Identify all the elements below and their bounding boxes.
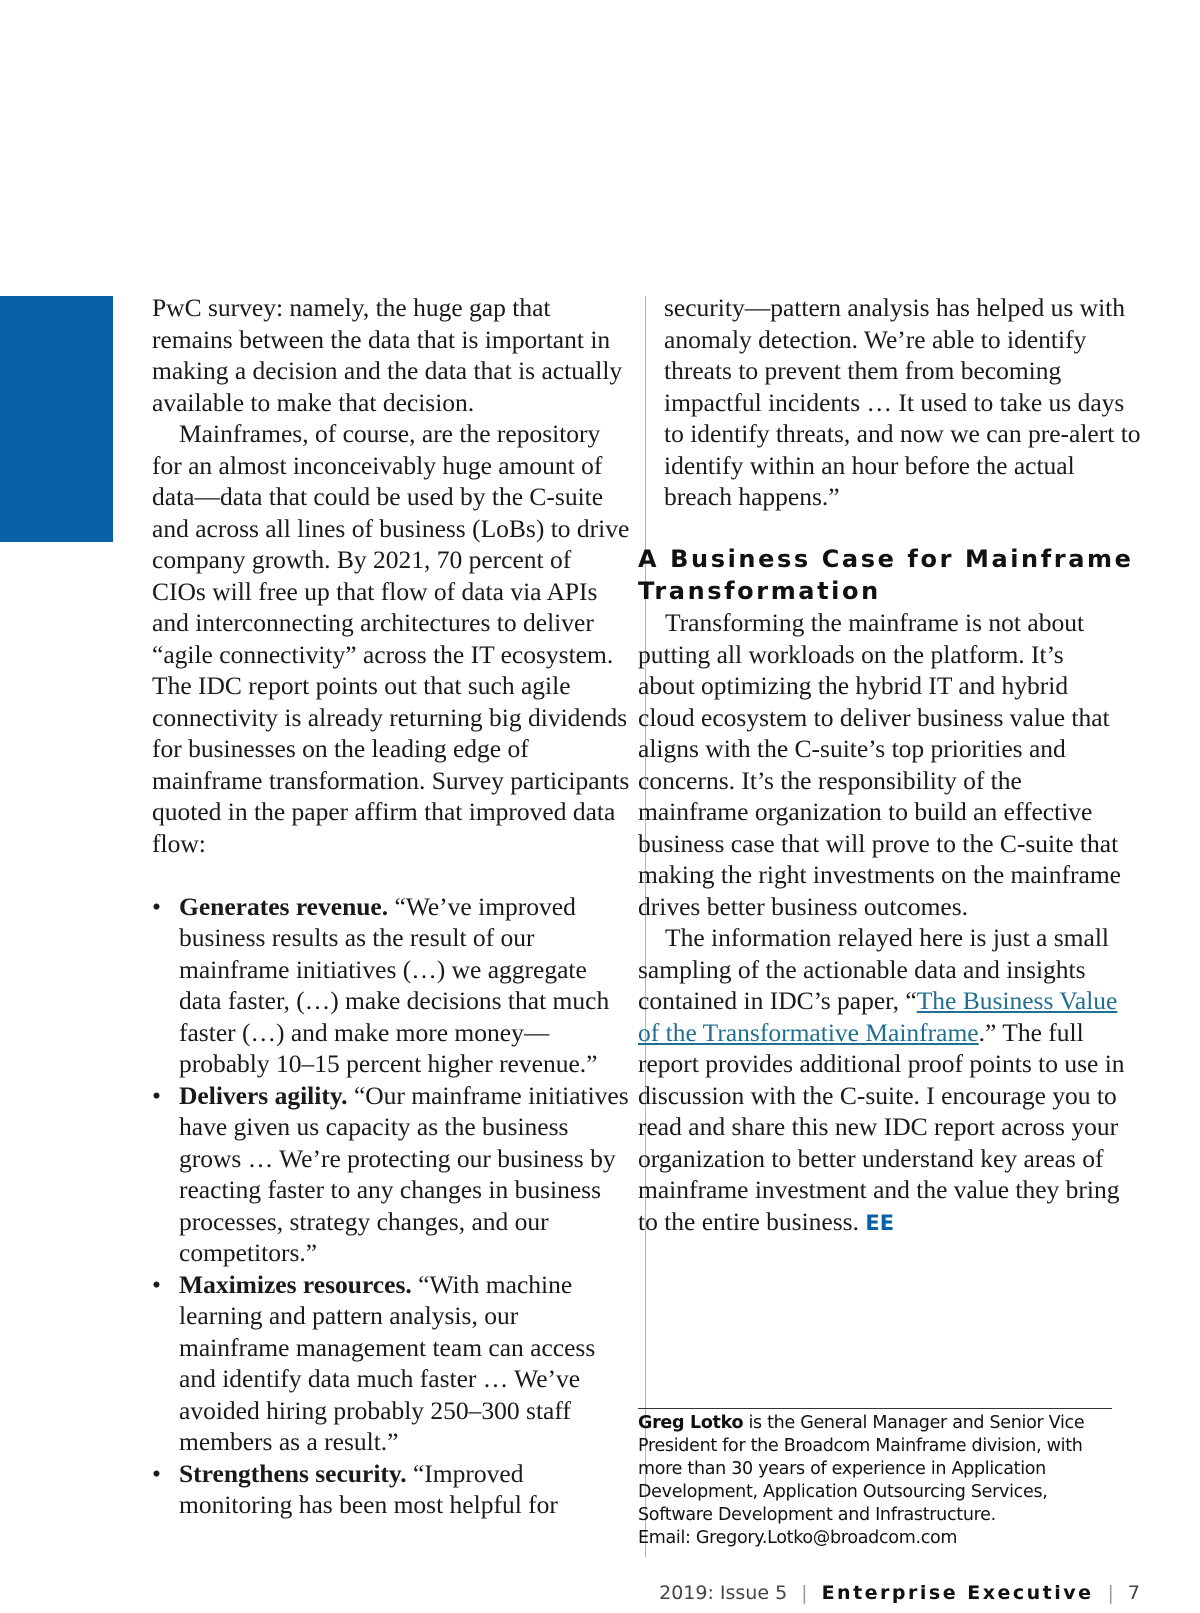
page-footer	[659, 1581, 1140, 1605]
bullet-text: “Improved monitoring has been most helpful for	[179, 1458, 558, 1519]
paragraph-continued: security—pattern analysis has helped us with anomaly detection. We’re able to identify threats to prevent them from becoming impactful incidents … It used to take us days to identify threats, and now we can pre-alert to identify within an hour before the actual breach happens.”	[664, 293, 1141, 511]
author-bio	[638, 1412, 1114, 1550]
end-mark-logo: EE	[865, 1210, 895, 1235]
author-email[interactable]: Email: Gregory.Lotko@broadcom.com	[638, 1528, 958, 1548]
magazine-title: Enterprise Executive	[821, 1582, 1094, 1604]
footer-separator: |	[801, 1582, 808, 1604]
bullet-text: “We’ve improved business results as the result of our mainframe initiatives (…) we aggregate data faster, (…) make decisions that much faster (…) and make more money—probably 10–15 percent higher revenue.”	[179, 891, 610, 1078]
list-item	[152, 1458, 630, 1521]
bullet-lead: Strengthens security.	[179, 1458, 407, 1488]
paragraph: PwC survey: namely, the huge gap that remains between the data that is important in making a decision and the data that is actually available to make that decision.	[152, 293, 623, 417]
author-description: is the General Manager and Senior Vice President for the Broadcom Mainframe division, with more than 30 years of experience in Application Development, Application Outsourcing Services, Software Development and Infrastructure.	[638, 1413, 1085, 1525]
bullet-lead: Delivers agility.	[179, 1080, 348, 1110]
section-body	[638, 607, 1126, 1239]
bullet-text: “With machine learning and pattern analysis, our mainframe management team can access and identify data much faster … We’ve avoided hiring probably 250–300 staff members as a result.”	[179, 1269, 596, 1456]
paragraph: Transforming the mainframe is not about putting all workloads on the platform. It’s about optimizing the hybrid IT and hybrid cloud ecosystem to deliver business value that aligns with the C-suite’s top priorities and concerns. It’s the responsibility of the mainframe organization to build an effective business case that will prove to the C-suite that making the right investments on the mainframe drives better business outcomes.	[638, 608, 1121, 921]
list-item	[152, 891, 630, 1080]
page-number: 7	[1127, 1582, 1140, 1604]
author-name: Greg Lotko	[638, 1413, 744, 1433]
bullet-text: “Our mainframe initiatives have given us capacity as the business grows … We’re protecting our business by reacting faster to any changes in business processes, strategy changes, and our competitors.”	[179, 1080, 629, 1267]
bio-divider	[638, 1408, 1112, 1409]
section-heading: A Business Case for Mainframe Transformation	[638, 545, 1134, 605]
bullet-list	[152, 891, 630, 1521]
paragraph-text: .” The full report provides additional proof points to use in discussion with the C-suite. I encourage you to read and share this new IDC report across your organization to better understand key areas of mainframe investment and the value they bring to the entire business.	[638, 1017, 1125, 1236]
paragraph-text: The information relayed here is just a small sampling of the actionable data and insights contained in IDC’s paper, “	[638, 923, 1109, 1015]
left-column	[152, 292, 630, 1521]
report-link[interactable]: The Business Value of the Transformative Mainframe	[638, 986, 1118, 1047]
list-item	[152, 1269, 630, 1458]
bullet-lead: Maximizes resources.	[179, 1269, 412, 1299]
issue-label: 2019: Issue 5	[659, 1582, 788, 1604]
accent-bar	[0, 296, 113, 542]
bullet-lead: Generates revenue.	[179, 891, 389, 921]
right-column	[638, 292, 1144, 1239]
list-item	[152, 1080, 630, 1269]
footer-separator: |	[1107, 1582, 1114, 1604]
paragraph: Mainframes, of course, are the repository for an almost inconceivably huge amount of data—data that could be used by the C-suite and across all lines of business (LoBs) to drive company growth. By 2021, 70 percent of CIOs will free up that flow of data via APIs and interconnecting architectures to deliver “agile connectivity” across the IT ecosystem. The IDC report points out that such agile connectivity is already returning big dividends for businesses on the leading edge of mainframe transformation. Survey participants quoted in the paper affirm that improved data flow:	[152, 419, 630, 858]
paragraph	[638, 922, 1126, 1239]
